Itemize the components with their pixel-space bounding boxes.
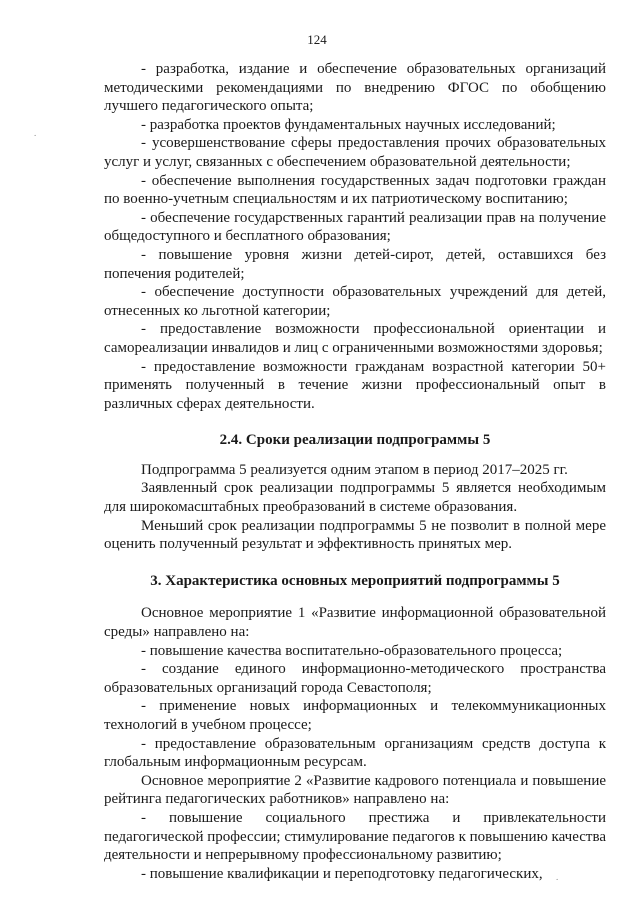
- section-heading-2-4: 2.4. Сроки реализации подпрограммы 5: [219, 432, 491, 449]
- paragraph: Основное мероприятие 1 «Развитие информационной образовательной среды» направлено на:: [104, 605, 606, 641]
- list-item: - повышение уровня жизни детей-сирот, детей, оставшихся без попечения родителей;: [104, 246, 606, 282]
- list-item: - предоставление образовательным организациям средств доступа к глобальным информационным ресурсам.: [104, 735, 606, 771]
- list-item: - обеспечение доступности образовательных учреждений для детей, отнесенных ко льготной категории;: [104, 284, 606, 319]
- list-item: - создание единого информационно-методического пространства образовательных организаций города Севастополя;: [104, 661, 606, 696]
- section-heading-3: 3. Характеристика основных мероприятий подпрограммы 5: [150, 572, 560, 589]
- list-item: - разработка проектов фундаментальных научных исследований;: [141, 116, 556, 133]
- list-item: - применение новых информационных и телекоммуникационных технологий в учебном процессе;: [104, 698, 606, 733]
- paragraph: Заявленный срок реализации подпрограммы 5 является необходимым для широкомасштабных преобразований в системе образования.: [104, 480, 606, 516]
- list-item: - повышение социального престижа и привлекательности педагогической профессии; стимулирование педагогов к повышению качества деятельности и непрерывному профессиональному развитию;: [104, 809, 606, 864]
- page-number: 124: [307, 32, 327, 47]
- scan-dot: .: [34, 128, 37, 138]
- list-item: - предоставление возможности гражданам возрастной категории 50+ применять полученный в течение жизни профессиональный опыт в различных сферах деятельности.: [104, 358, 606, 412]
- list-item: - предоставление возможности профессиональной ориентации и самореализации инвалидов и лиц с ограниченными возможностями здоровья;: [104, 321, 606, 356]
- list-item: - разработка, издание и обеспечение образовательных организаций методическими рекомендациями по внедрению ФГОС по обобщению лучшего педагогического опыта;: [104, 61, 606, 115]
- paragraph: Основное мероприятие 2 «Развитие кадрового потенциала и повышение рейтинга педагогических работников» направлено на:: [104, 772, 606, 808]
- list-item: - повышение квалификации и переподготовку педагогических,: [141, 865, 543, 882]
- paragraph: Подпрограмма 5 реализуется одним этапом в период 2017–2025 гг.: [141, 461, 568, 478]
- list-item: - обеспечение выполнения государственных задач подготовки граждан по военно-учетным специальностям и их патриотическому воспитанию;: [104, 172, 606, 208]
- page-content: [104, 60, 606, 883]
- scan-dot: .: [556, 872, 559, 882]
- paragraph: Меньший срок реализации подпрограммы 5 не позволит в полной мере оценить полученный результат и эффективность принятых мер.: [104, 517, 606, 553]
- list-item: - усовершенствование сферы предоставления прочих образовательных услуг и услуг, связанных с обеспечением образовательной деятельности;: [104, 135, 606, 170]
- list-item: - повышение качества воспитательно-образовательного процесса;: [141, 642, 563, 659]
- list-item: - обеспечение государственных гарантий реализации прав на получение общедоступного и бесплатного образования;: [104, 209, 606, 245]
